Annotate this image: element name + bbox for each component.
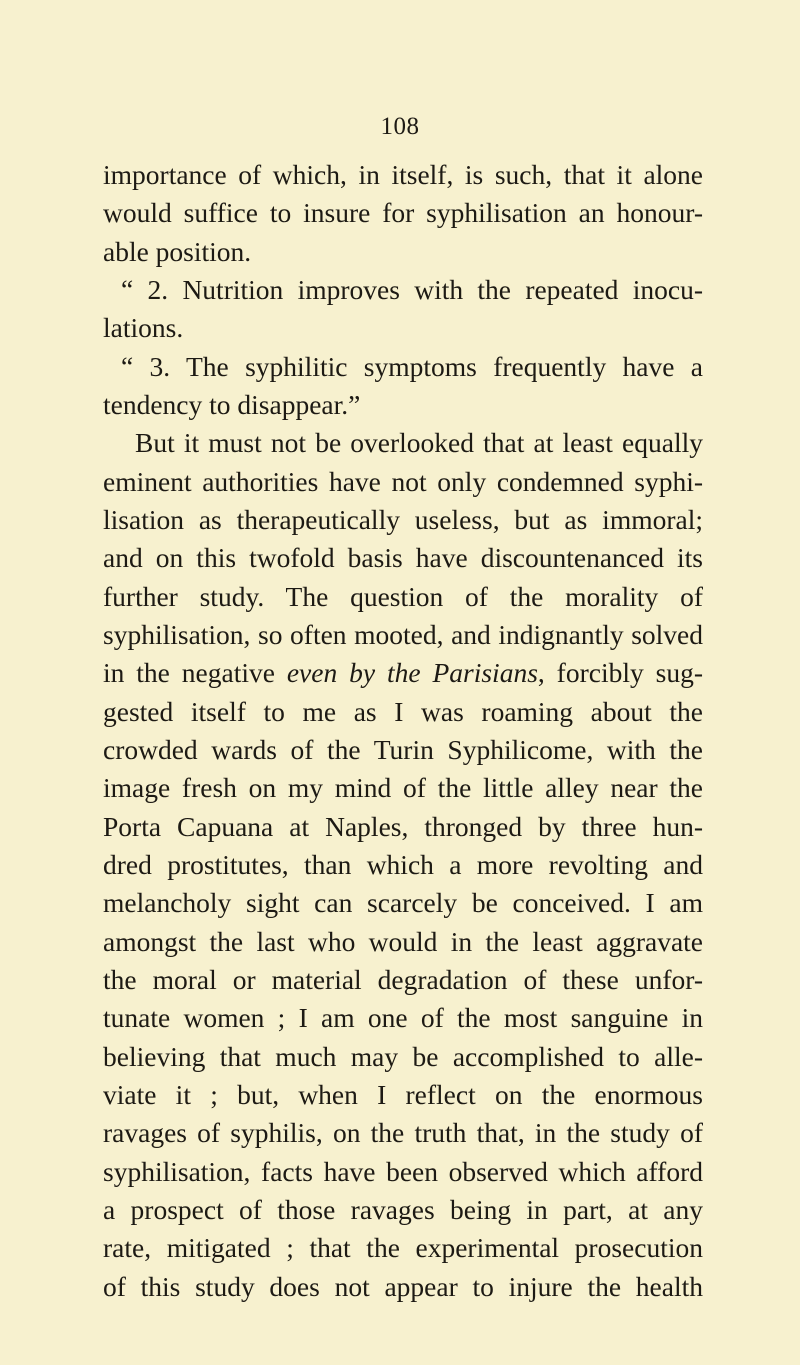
text-line-27: syphilisation, facts have been observed which afford bbox=[103, 1155, 703, 1187]
text-line-18: Porta Capuana at Naples, thronged by three hun- bbox=[103, 810, 703, 842]
page-number: 108 bbox=[380, 113, 420, 140]
body-text bbox=[103, 156, 703, 1306]
text-line-19: dred prostitutes, than which a more revolting and bbox=[103, 848, 703, 880]
text-line-6: “ 3. The syphilitic symptoms frequently have a bbox=[121, 350, 703, 382]
text-line-1: importance of which, in itself, is such, that it alone bbox=[103, 159, 703, 190]
text-line-20: melancholy sight can scarcely be conceived. I am bbox=[103, 887, 703, 919]
text-line-5: lations. bbox=[103, 312, 184, 344]
text-line-14-after: , forcibly sug- bbox=[537, 657, 703, 689]
text-line-30: of this study does not appear to injure the health bbox=[103, 1270, 703, 1302]
text-line-13: syphilisation, so often mooted, and indignantly solved bbox=[103, 618, 703, 650]
text-line-3: able position. bbox=[103, 235, 252, 267]
italic-phrase: even by the Parisians bbox=[286, 657, 538, 689]
text-line-12: further study. The question of the morality of bbox=[103, 580, 703, 612]
text-line-29: rate, mitigated ; that the experimental prosecution bbox=[103, 1232, 703, 1264]
text-line-28: a prospect of those ravages being in part, at any bbox=[103, 1193, 703, 1225]
text-line-16: crowded wards of the Turin Syphilicome, with the bbox=[103, 733, 703, 765]
text-line-24: believing that much may be accomplished to alle- bbox=[103, 1040, 703, 1072]
text-line-4: “ 2. Nutrition improves with the repeated inocu- bbox=[121, 273, 703, 305]
text-line-14 bbox=[103, 654, 703, 692]
text-line-11: and on this twofold basis have discountenanced its bbox=[103, 542, 703, 574]
text-line-25: viate it ; but, when I reflect on the enormous bbox=[103, 1078, 703, 1110]
text-line-22: the moral or material degradation of these unfor- bbox=[103, 963, 703, 995]
text-line-14-before: in the negative bbox=[103, 657, 287, 689]
text-line-7: tendency to disappear.” bbox=[103, 388, 361, 420]
text-line-8: But it must not be overlooked that at least equally bbox=[135, 427, 703, 459]
text-line-9: eminent authorities have not only condemned syphi- bbox=[103, 465, 703, 497]
text-line-21: amongst the last who would in the least aggravate bbox=[103, 925, 703, 957]
text-line-2: would suffice to insure for syphilisation an honour- bbox=[103, 197, 703, 229]
text-line-17: image fresh on my mind of the little alley near the bbox=[103, 772, 703, 804]
text-line-15: gested itself to me as I was roaming about the bbox=[103, 695, 703, 727]
text-line-10: lisation as therapeutically useless, but as immoral; bbox=[103, 503, 703, 535]
text-line-26: ravages of syphilis, on the truth that, in the study of bbox=[103, 1117, 703, 1149]
text-line-23: tunate women ; I am one of the most sanguine in bbox=[103, 1002, 703, 1034]
